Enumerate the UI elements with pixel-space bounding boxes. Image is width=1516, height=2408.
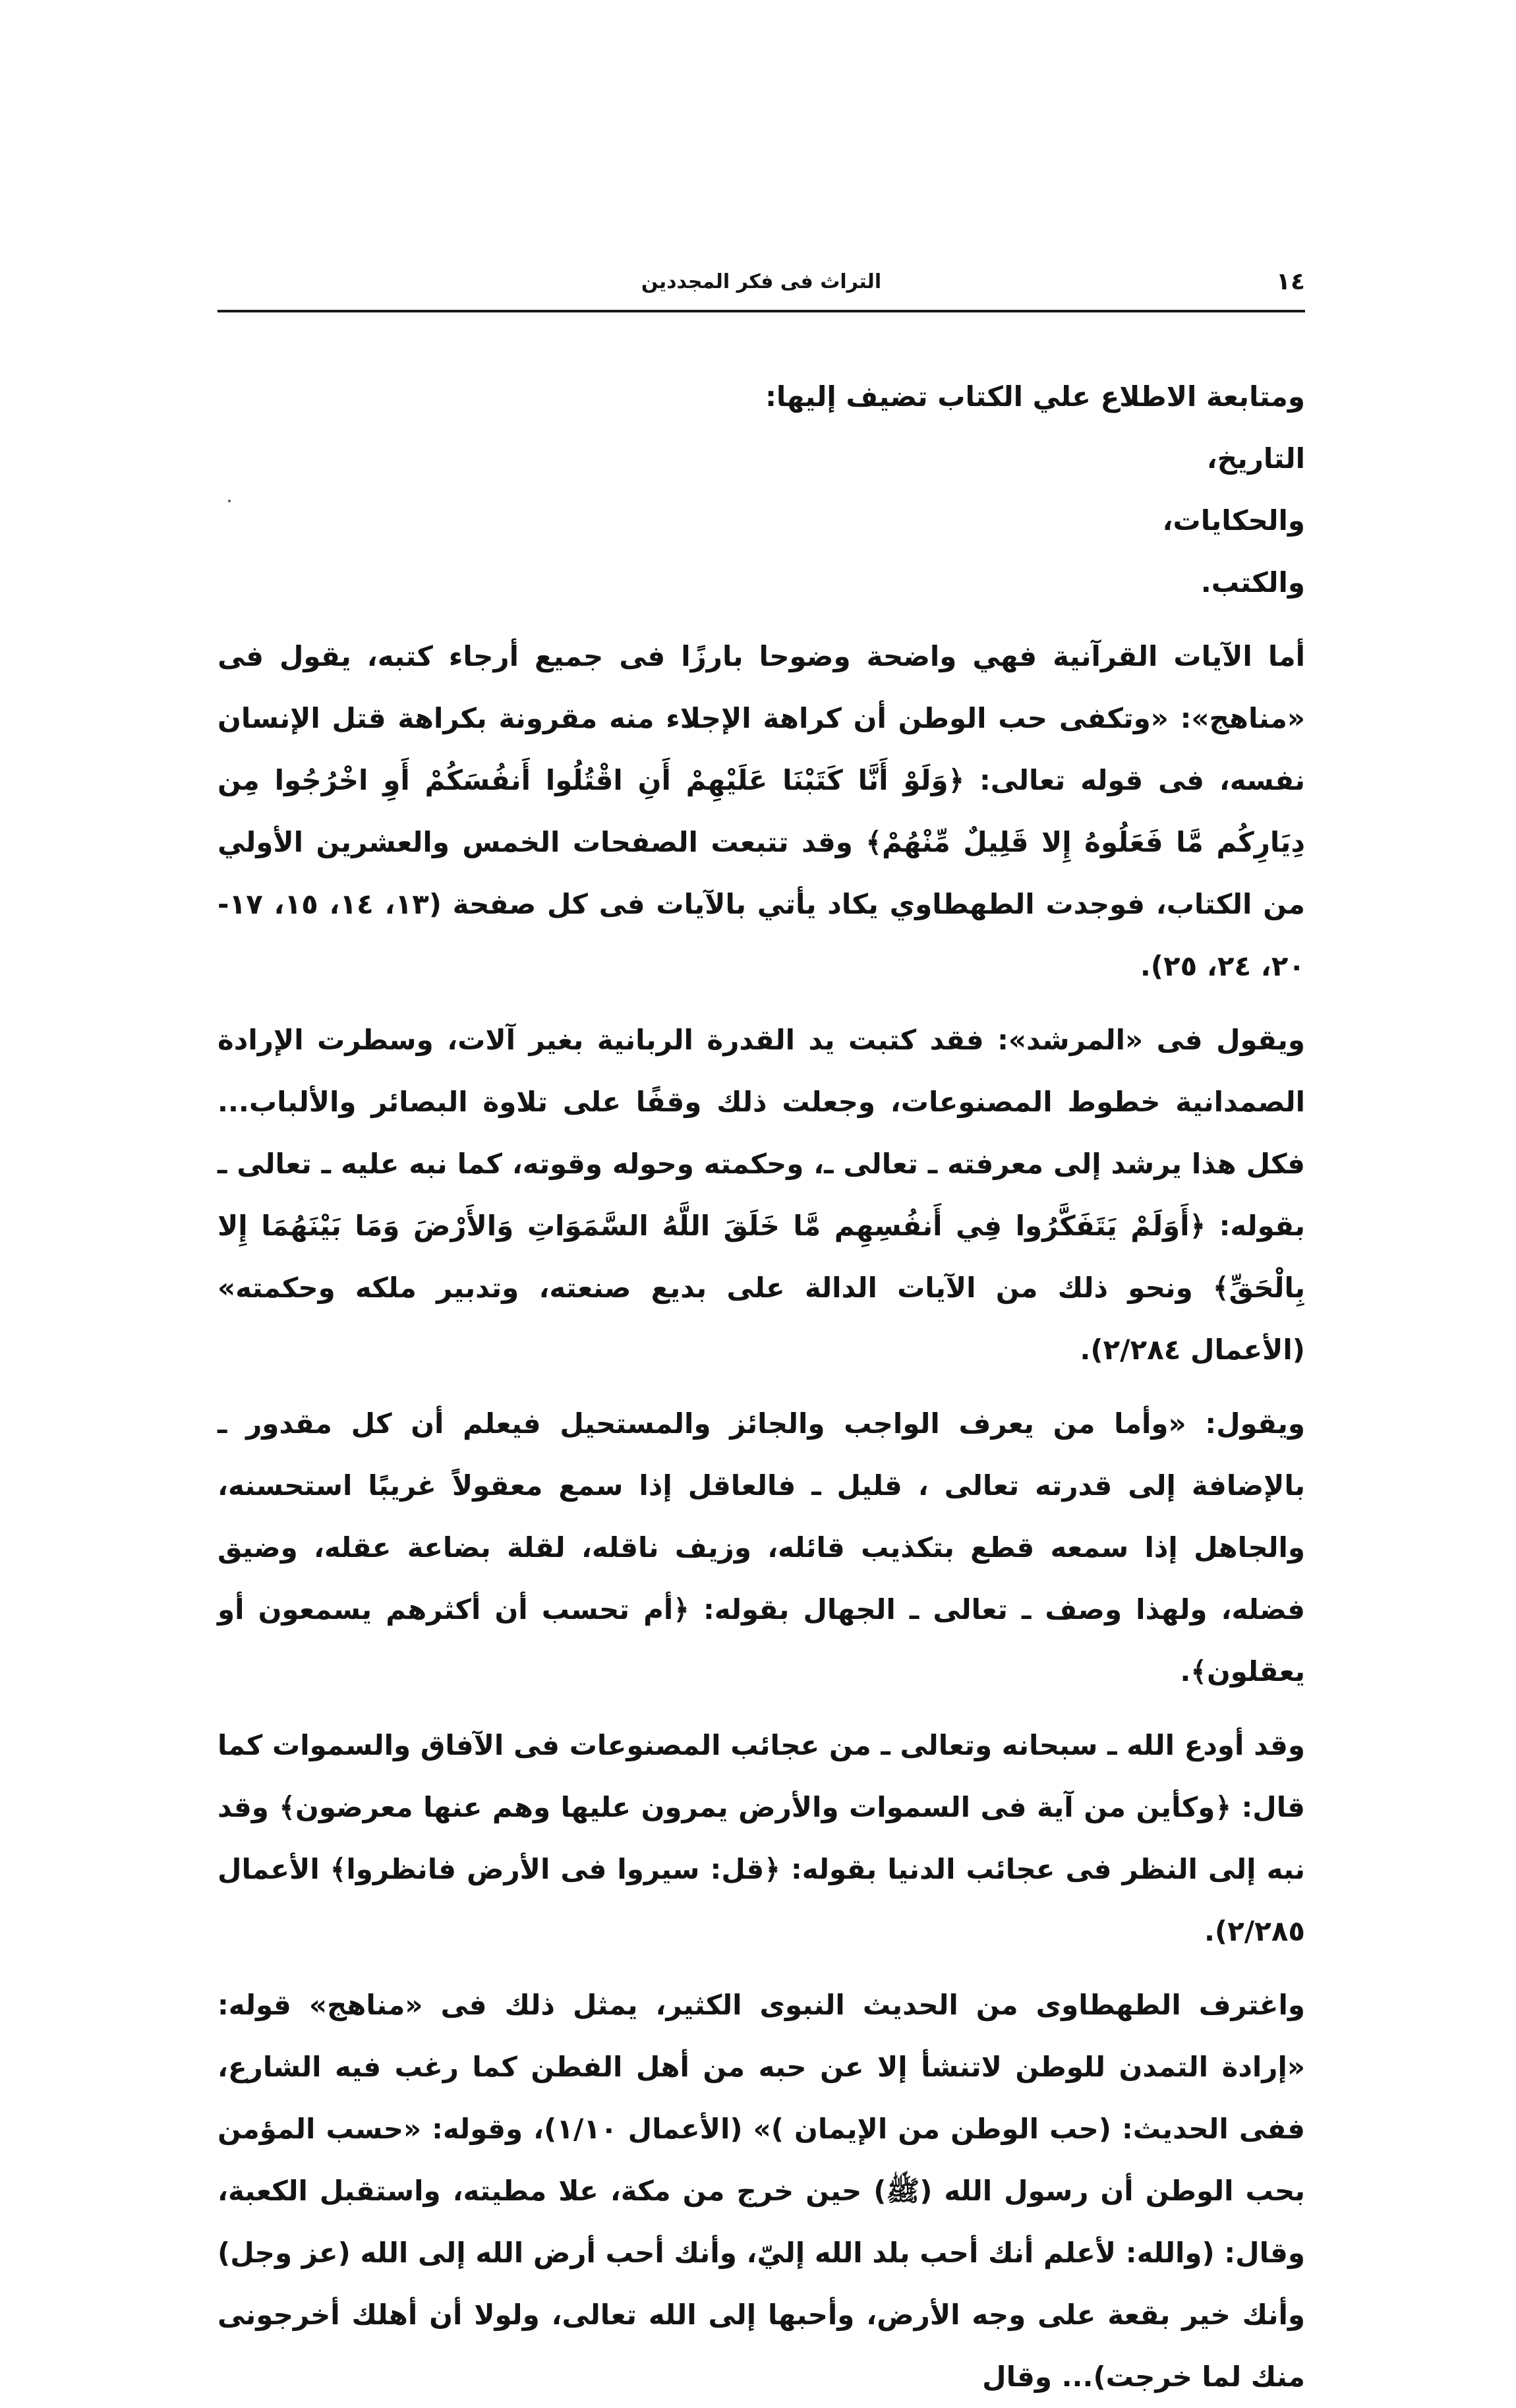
paragraph-quranic-verses: أما الآيات القرآنية فهي واضحة وضوحا بارزًا فى جميع أرجاء كتبه، يقول فى «مناهج»: «وتكفى حب الوطن أن كراهة الإجلاء منه مقرونة بكراهة قتل الإنسان نفسه، فى قوله تعالى: ﴿وَلَوْ أَنَّا كَتَبْنَا عَلَيْهِمْ أَنِ اقْتُلُوا أَنفُسَكُمْ أَوِ اخْرُجُوا مِن دِيَارِكُم مَّا فَعَلُوهُ إِلا قَلِيلٌ مِّنْهُمْ﴾ وقد تتبعت الصفحات الخمس والعشرين الأولي من الكتاب، فوجدت الطهطاوي يكاد يأتي بالآيات فى كل صفحة (١٣، ١٤، ١٥، ١٧- ٢٠، ٢٤، ٢٥).: [218, 640, 1305, 982]
list-item-history: التاريخ،: [1206, 442, 1305, 475]
header-rule: [218, 310, 1305, 312]
running-header: [218, 262, 1305, 302]
running-title: التراث فى فكر المجددين: [641, 270, 882, 293]
intro-line: ومتابعة الاطلاع علي الكتاب تضيف إليها:: [765, 380, 1305, 413]
paragraph-knowledge: ويقول: «وأما من يعرف الواجب والجائز والمستحيل فيعلم أن كل مقدور ـ بالإضافة إلى قدرته تعالى ، قليل ـ فالعاقل إذا سمع معقولاً غريبًا استحسنه، والجاهل إذا سمعه قطع بتكذيب قائله، وزيف ناقله، لقلة بضاعة عقله، وضيق فضله، ولهذا وصف ـ تعالى ـ الجهال بقوله: ﴿أم تحسب أن أكثرهم يسمعون أو يعقلون﴾.: [218, 1407, 1305, 1688]
paragraph-wonders: وقد أودع الله ـ سبحانه وتعالى ـ من عجائب المصنوعات فى الآفاق والسموات كما قال: ﴿وكأين من آية فى السموات والأرض يمرون عليها وهم عنها معرضون﴾ وقد نبه إلى النظر فى عجائب الدنيا بقوله: ﴿قل: سيروا فى الأرض فانظروا﴾ الأعمال ٢/٢٨٥).: [218, 1729, 1305, 1947]
list-item-books: والكتب.: [1200, 566, 1305, 599]
paragraph-al-murshid: ويقول فى «المرشد»: فقد كتبت يد القدرة الربانية بغير آلات، وسطرت الإرادة الصمدانية خطوط المصنوعات، وجعلت ذلك وقفًا على تلاوة البصائر والألباب... فكل هذا يرشد إلى معرفته ـ تعالى ـ، وحكمته وحوله وقوته، كما نبه عليه ـ تعالى ـ بقوله: ﴿أَوَلَمْ يَتَفَكَّرُوا فِي أَنفُسِهِم مَّا خَلَقَ اللَّهُ السَّمَوَاتِ وَالأَرْضَ وَمَا بَيْنَهُمَا إِلا بِالْحَقِّ﴾ ونحو ذلك من الآيات الدالة على بديع صنعته، وتدبير ملكه وحكمته» (الأعمال ٢/٢٨٤).: [218, 1024, 1305, 1366]
body-text: [218, 366, 1305, 2408]
paragraph-hadith: واغترف الطهطاوى من الحديث النبوى الكثير، يمثل ذلك فى «مناهج» قوله: «إرادة التمدن للوطن لاتنشأ إلا عن حبه من أهل الفطن كما رغب فيه الشارع، ففى الحديث: (حب الوطن من الإيمان )» (الأعمال ١/١٠)، وقوله: «حسب المؤمن بحب الوطن أن رسول الله (ﷺ) حين خرج من مكة، علا مطيته، واستقبل الكعبة، وقال: (والله: لأعلم أنك أحب بلد الله إليّ، وأنك أحب أرض الله إلى الله (عز وجل) وأنك خير بقعة على وجه الأرض، وأحبها إلى الله تعالى، ولولا أن أهلك أخرجونى منك لما خرجت)... وقال: [218, 1989, 1305, 2393]
page-number: ١٤: [1276, 268, 1305, 295]
list-item-tales: والحكايات،: [1162, 504, 1305, 537]
